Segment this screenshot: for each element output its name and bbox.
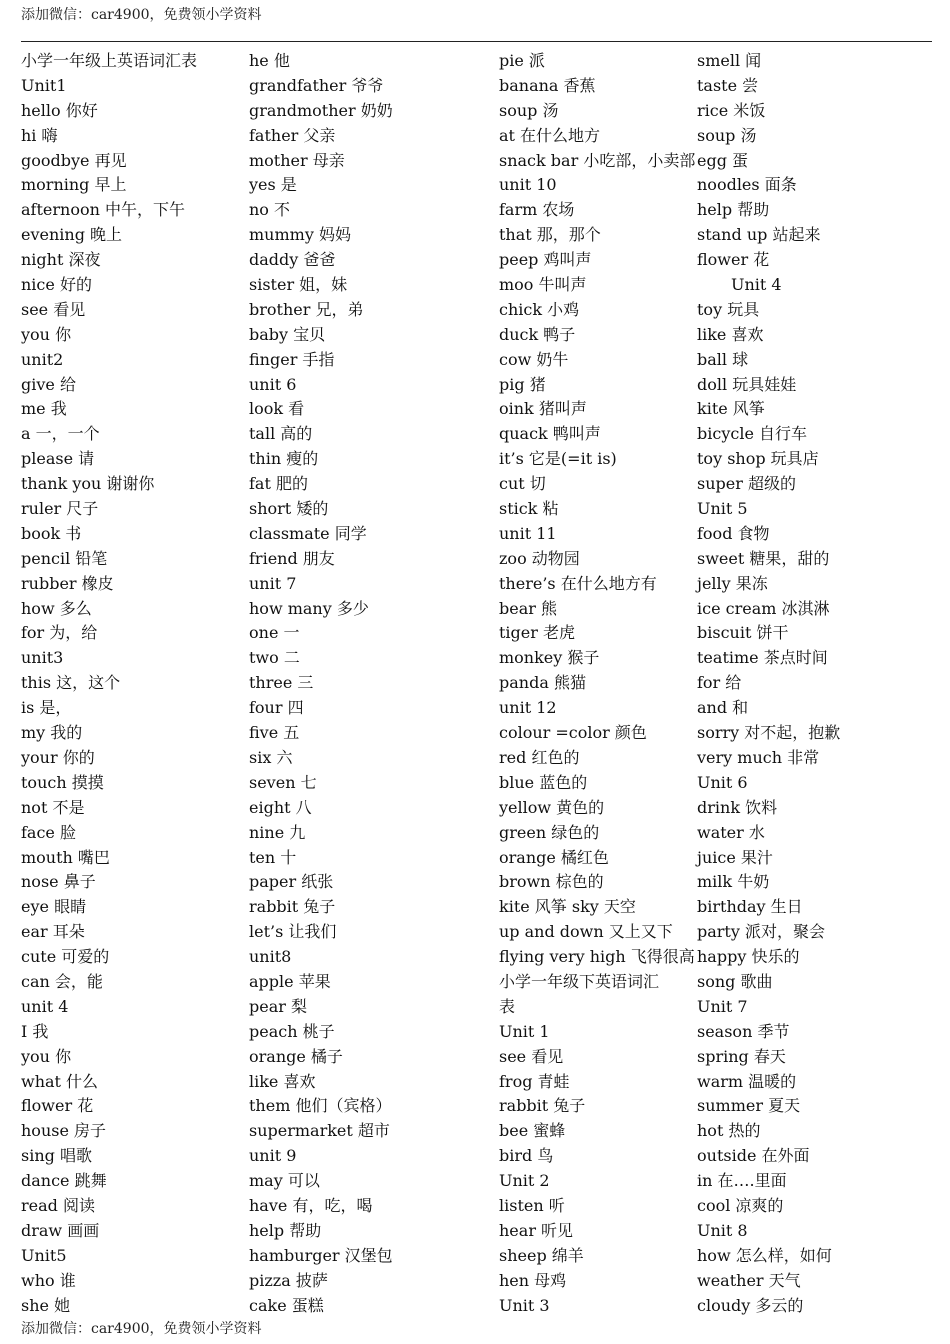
vocab-entry: super 超级的	[697, 474, 796, 494]
vocab-entry: he 他	[249, 51, 290, 70]
vocab-entry: monkey 猴子	[499, 648, 600, 668]
vocab-entry: grandmother 奶奶	[249, 100, 393, 120]
vocab-entry: pizza 披萨	[249, 1270, 328, 1290]
vocab-entry: I 我	[21, 1021, 49, 1041]
vocab-entry: classmate 同学	[249, 523, 367, 543]
vocab-column-2	[249, 49, 493, 1318]
vocab-entry: evening 晚上	[21, 225, 123, 245]
vocab-entry: rubber 橡皮	[21, 573, 114, 593]
vocab-entry: ear 耳朵	[21, 922, 85, 942]
vocab-entry: night 深夜	[21, 250, 101, 270]
vocab-entry: unit 12	[499, 698, 557, 718]
vocab-entry: for 给	[697, 673, 742, 693]
vocab-entry: bird 鸟	[499, 1146, 554, 1166]
vocab-entry: zoo 动物园	[499, 548, 580, 568]
vocab-entry: peep 鸡叫声	[499, 250, 592, 270]
vocab-entry: how 怎么样，如何	[697, 1245, 832, 1265]
vocab-entry: flower 花	[697, 250, 770, 270]
vocab-entry: book 书	[21, 523, 82, 543]
vocab-entry: unit 6	[249, 374, 297, 394]
vocab-entry: finger 手指	[249, 349, 335, 369]
vocab-entry: sheep 绵羊	[499, 1245, 584, 1265]
vocab-entry: pencil 铅笔	[21, 548, 108, 568]
vocab-entry: yellow 黄色的	[499, 797, 605, 817]
vocab-entry: blue 蓝色的	[499, 772, 588, 792]
vocab-entry: face 脸	[21, 822, 76, 842]
vocab-entry: like 喜欢	[697, 324, 764, 344]
vocab-column-1	[21, 49, 243, 1318]
vocab-entry: afternoon 中午，下午	[21, 200, 185, 220]
vocab-entry: moo 牛叫声	[499, 275, 587, 295]
vocab-entry: ten 十	[249, 847, 297, 867]
vocab-entry: pig 猪	[499, 374, 546, 394]
vocab-entry: colour =color 颜色	[499, 723, 647, 743]
vocab-entry: soup 汤	[499, 100, 559, 120]
vocab-entry: birthday 生日	[697, 897, 803, 917]
vocab-entry: Unit1	[21, 75, 67, 95]
vocab-entry: juice 果汁	[697, 847, 773, 867]
vocab-entry: them 他们（宾格）	[249, 1096, 392, 1116]
vocab-entry: green 绿色的	[499, 822, 600, 842]
vocab-entry: daddy 爸爸	[249, 250, 336, 270]
vocab-entry: bee 蜜蜂	[499, 1121, 566, 1141]
vocab-entry: red 红色的	[499, 747, 580, 767]
vocab-entry: stick 粘	[499, 499, 559, 519]
vocab-entry: two 二	[249, 648, 300, 668]
vocab-entry: you 你	[21, 324, 72, 344]
vocab-entry: 小学一年级上英语词汇表	[21, 51, 198, 70]
vocab-entry: listen 听	[499, 1195, 565, 1215]
vocab-entry: brother 兄，弟	[249, 299, 364, 319]
header-divider	[21, 41, 932, 42]
vocab-entry: what 什么	[21, 1071, 99, 1091]
vocab-entry: paper 纸张	[249, 872, 334, 892]
vocab-entry: nine 九	[249, 822, 306, 842]
vocab-entry: summer 夏天	[697, 1096, 801, 1116]
vocab-entry: let’s 让我们	[249, 922, 337, 942]
vocab-entry: spring 春天	[697, 1046, 786, 1066]
vocab-entry: there’s 在什么地方有	[499, 573, 657, 593]
vocab-entry: Unit 5	[697, 499, 748, 519]
vocab-entry: song 歌曲	[697, 971, 773, 991]
vocab-entry: one 一	[249, 623, 300, 643]
vocab-entry: kite 风筝 sky 天空	[499, 897, 636, 917]
vocab-entry: house 房子	[21, 1121, 107, 1141]
vocab-entry: eye 眼睛	[21, 897, 87, 917]
vocab-entry: up and down 又上又下	[499, 922, 673, 942]
vocab-entry: nose 鼻子	[21, 872, 96, 892]
vocab-entry: jelly 果冻	[697, 573, 768, 593]
vocab-entry: weather 天气	[697, 1270, 801, 1290]
vocab-entry: stand up 站起来	[697, 225, 821, 245]
footer-note: 添加微信：car4900，免费领小学资料	[21, 1321, 262, 1337]
vocab-entry: rice 米饭	[697, 100, 766, 120]
vocab-entry: orange 橘红色	[499, 847, 609, 867]
vocab-column-3	[499, 49, 696, 1318]
vocab-entry: no 不	[249, 200, 291, 220]
vocab-entry: hello 你好	[21, 100, 98, 120]
vocab-entry: me 我	[21, 399, 67, 419]
vocab-entry: it’s 它是(=it is)	[499, 449, 617, 469]
vocab-entry: egg 蛋	[697, 150, 749, 170]
vocab-entry: ball 球	[697, 349, 749, 369]
vocab-entry: doll 玩具娃娃	[697, 374, 797, 394]
vocab-entry: season 季节	[697, 1021, 790, 1041]
vocab-entry: unit 10	[499, 175, 557, 195]
vocab-entry: unit 4	[21, 996, 69, 1016]
vocab-entry: give 给	[21, 374, 76, 394]
vocab-entry: kite 风筝	[697, 399, 765, 419]
vocab-entry: cool 凉爽的	[697, 1195, 784, 1215]
vocab-entry: sorry 对不起，抱歉	[697, 723, 841, 743]
vocab-entry: how 多么	[21, 598, 92, 618]
vocab-entry: water 水	[697, 822, 765, 842]
vocab-entry: drink 饮料	[697, 797, 778, 817]
vocab-entry: banana 香蕉	[499, 75, 596, 95]
vocab-entry: a 一，一个	[21, 424, 100, 444]
vocab-entry: cute 可爱的	[21, 947, 110, 967]
vocab-entry: that 那，那个	[499, 225, 601, 245]
vocab-entry: have 有，吃，喝	[249, 1195, 373, 1215]
vocab-entry: cut 切	[499, 474, 546, 494]
vocab-entry: sing 唱歌	[21, 1146, 92, 1166]
vocab-entry: 小学一年级下英语词汇	[499, 971, 660, 991]
vocab-entry: look 看	[249, 399, 305, 419]
vocab-entry: you 你	[21, 1046, 72, 1066]
vocab-entry: snack bar 小吃部，小卖部	[499, 150, 696, 170]
vocab-entry: four 四	[249, 698, 304, 718]
vocab-entry: Unit 8	[697, 1220, 748, 1240]
vocab-entry: read 阅读	[21, 1195, 95, 1215]
vocab-entry: touch 摸摸	[21, 772, 104, 792]
vocab-entry: panda 熊猫	[499, 673, 586, 693]
vocab-entry: cloudy 多云的	[697, 1295, 804, 1315]
vocab-entry: supermarket 超市	[249, 1121, 390, 1141]
vocab-entry: unit 7	[249, 573, 297, 593]
vocab-entry: in 在….里面	[697, 1171, 787, 1191]
vocab-entry: five 五	[249, 723, 300, 743]
vocab-entry: help 帮助	[249, 1220, 322, 1240]
vocab-entry: toy shop 玩具店	[697, 449, 819, 469]
vocab-entry: is 是，	[21, 698, 72, 718]
vocab-entry: dance 跳舞	[21, 1171, 107, 1191]
vocab-entry: Unit 6	[697, 772, 748, 792]
vocab-entry: six 六	[249, 747, 293, 767]
vocab-entry: toy 玩具	[697, 299, 760, 319]
vocab-entry: not 不是	[21, 797, 85, 817]
vocab-entry: tiger 老虎	[499, 623, 575, 643]
vocab-entry: sister 姐，妹	[249, 275, 348, 295]
vocab-entry: bear 熊	[499, 598, 557, 618]
vocab-entry: peach 桃子	[249, 1021, 335, 1041]
vocab-entry: hi 嗨	[21, 125, 58, 145]
vocab-entry: draw 画画	[21, 1220, 100, 1240]
vocab-entry: soup 汤	[697, 125, 757, 145]
vocab-entry: like 喜欢	[249, 1071, 316, 1091]
vocab-entry: taste 尝	[697, 75, 759, 95]
vocab-entry: how many 多少	[249, 598, 369, 618]
vocab-entry: unit2	[21, 349, 64, 369]
vocab-entry: flying very high 飞得很高	[499, 947, 695, 967]
vocab-entry: mummy 妈妈	[249, 225, 351, 245]
vocab-entry: for 为，给	[21, 623, 98, 643]
vocab-entry: Unit 4	[731, 275, 782, 295]
vocab-entry: please 请	[21, 449, 95, 469]
vocab-entry: unit 11	[499, 523, 557, 543]
vocab-entry: unit8	[249, 947, 292, 967]
vocab-entry: ruler 尺子	[21, 499, 99, 519]
vocab-entry: hear 听见	[499, 1220, 574, 1240]
header-note: 添加微信：car4900，免费领小学资料	[21, 7, 262, 23]
vocab-entry: my 我的	[21, 723, 83, 743]
vocab-entry: unit3	[21, 648, 64, 668]
vocab-entry: grandfather 爷爷	[249, 75, 384, 95]
vocab-entry: bicycle 自行车	[697, 424, 807, 444]
vocab-entry: thin 瘦的	[249, 449, 319, 469]
vocab-entry: cow 奶牛	[499, 349, 569, 369]
vocab-entry: ice cream 冰淇淋	[697, 598, 830, 618]
vocab-entry: thank you 谢谢你	[21, 474, 155, 494]
vocab-entry: fat 肥的	[249, 474, 308, 494]
vocab-entry: unit 9	[249, 1146, 297, 1166]
vocab-entry: father 父亲	[249, 125, 336, 145]
vocab-entry: may 可以	[249, 1171, 320, 1191]
vocab-entry: cake 蛋糕	[249, 1295, 324, 1315]
vocab-entry: yes 是	[249, 175, 297, 195]
vocab-entry: three 三	[249, 673, 314, 693]
vocab-entry: short 矮的	[249, 499, 329, 519]
vocab-entry: orange 橘子	[249, 1046, 343, 1066]
vocab-entry: baby 宝贝	[249, 324, 326, 344]
vocab-entry: at 在什么地方	[499, 125, 601, 145]
vocab-entry: pie 派	[499, 51, 545, 70]
vocab-entry: flower 花	[21, 1096, 94, 1116]
vocab-entry: hamburger 汉堡包	[249, 1245, 393, 1265]
vocab-entry: sweet 糖果，甜的	[697, 548, 830, 568]
vocab-entry: chick 小鸡	[499, 299, 580, 319]
vocab-entry: food 食物	[697, 523, 770, 543]
vocab-entry: morning 早上	[21, 175, 127, 195]
vocab-entry: Unit5	[21, 1245, 67, 1265]
vocab-entry: frog 青蛙	[499, 1071, 570, 1091]
vocab-entry: Unit 3	[499, 1295, 550, 1315]
vocab-entry: brown 棕色的	[499, 872, 604, 892]
vocab-entry: Unit 7	[697, 996, 748, 1016]
vocab-entry: this 这，这个	[21, 673, 121, 693]
vocab-entry: see 看见	[499, 1046, 564, 1066]
vocab-entry: farm 农场	[499, 200, 575, 220]
vocab-entry: see 看见	[21, 299, 86, 319]
vocab-entry: who 谁	[21, 1270, 76, 1290]
vocab-entry: warm 温暖的	[697, 1071, 797, 1091]
vocab-entry: outside 在外面	[697, 1146, 810, 1166]
vocab-entry: very much 非常	[697, 747, 820, 767]
vocab-entry: and 和	[697, 698, 749, 718]
vocab-entry: noodles 面条	[697, 175, 797, 195]
vocab-entry: help 帮助	[697, 200, 770, 220]
vocab-entry: can 会，能	[21, 971, 103, 991]
vocab-entry: hot 热的	[697, 1121, 761, 1141]
vocab-entry: goodbye 再见	[21, 150, 127, 170]
vocab-entry: milk 牛奶	[697, 872, 770, 892]
vocab-entry: mother 母亲	[249, 150, 345, 170]
vocab-entry: smell 闻	[697, 51, 762, 70]
vocab-entry: hen 母鸡	[499, 1270, 567, 1290]
vocab-entry: happy 快乐的	[697, 947, 800, 967]
vocab-entry: pear 梨	[249, 996, 307, 1016]
vocab-entry: Unit 2	[499, 1171, 550, 1191]
vocab-entry: rabbit 兔子	[249, 897, 336, 917]
vocab-entry: eight 八	[249, 797, 312, 817]
vocab-entry: tall 高的	[249, 424, 313, 444]
vocab-entry: she 她	[21, 1295, 71, 1315]
vocab-entry: quack 鸭叫声	[499, 424, 601, 444]
vocab-entry: teatime 茶点时间	[697, 648, 828, 668]
vocab-entry: duck 鸭子	[499, 324, 576, 344]
vocab-entry: friend 朋友	[249, 548, 335, 568]
vocab-entry: Unit 1	[499, 1021, 550, 1041]
vocab-entry: rabbit 兔子	[499, 1096, 586, 1116]
vocab-entry: nice 好的	[21, 275, 92, 295]
vocab-column-4	[697, 49, 937, 1318]
vocab-entry: mouth 嘴巴	[21, 847, 110, 867]
vocab-entry: apple 苹果	[249, 971, 331, 991]
vocab-entry: oink 猪叫声	[499, 399, 587, 419]
vocab-entry: your 你的	[21, 747, 95, 767]
vocab-entry: seven 七	[249, 772, 317, 792]
vocab-entry: biscuit 饼干	[697, 623, 789, 643]
vocab-entry: 表	[499, 996, 516, 1016]
vocab-entry: party 派对，聚会	[697, 922, 825, 942]
